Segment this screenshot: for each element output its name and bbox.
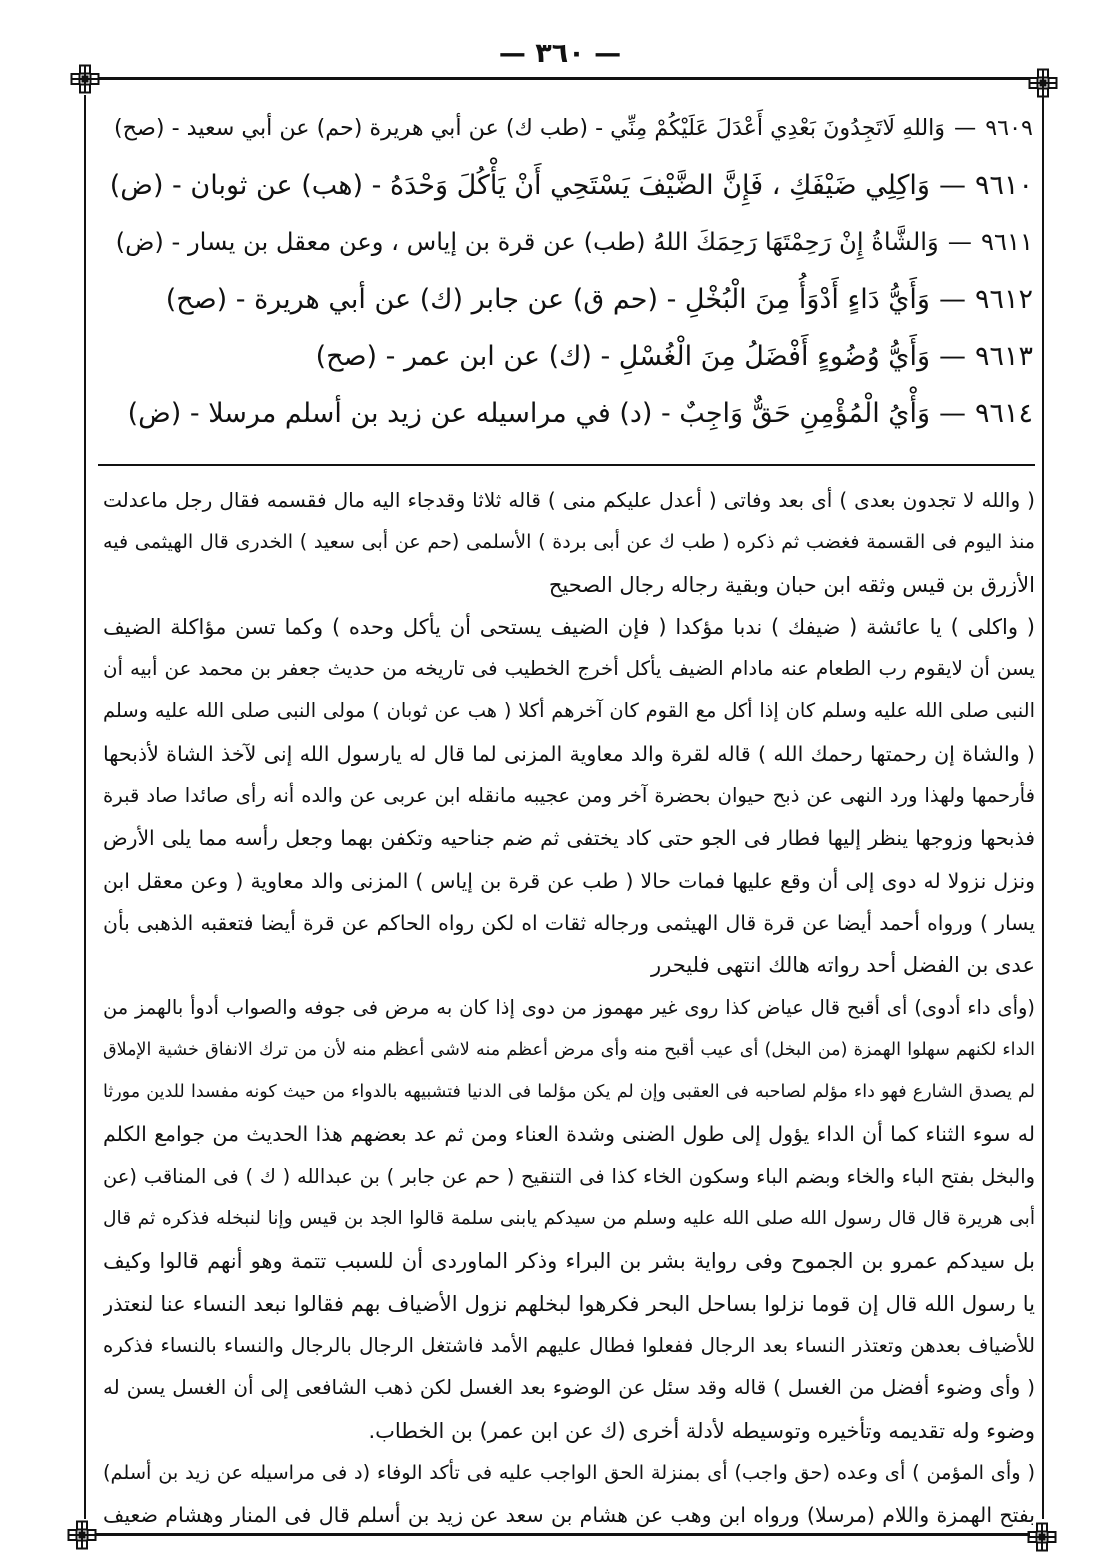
commentary-line: ( والله لا تجدون بعدى ) أى بعد وفاتى ( أعدل عليكم منى ) قاله ثلاثا وقدجاء اليه مال فقسمه فقال رجل ماعدلت bbox=[103, 488, 1035, 512]
hadith-text: وَاكِلِي ضَيْفَكِ ، فَإِنَّ الضَّيْفَ يَسْتَحِي أَنْ يَأْكُلَ وَحْدَهُ - (هب) عن ثوبان - (ض) bbox=[109, 170, 930, 201]
hadith-list bbox=[103, 100, 1033, 442]
commentary-line: بل سيدكم عمرو بن الجموح وفى رواية بشر بن البراء وذكر الماوردى أن للسبب تتمة وهو أنهم قالوا وكيف bbox=[103, 1249, 1035, 1274]
commentary-line: يسن أن لايقوم رب الطعام عنه مادام الضيف يأكل أخرج الخطيب فى تاريخه من حديث جعفر بن محمد عن أبيه أن bbox=[103, 657, 1035, 681]
commentary-line: فذبحها وزوجها ينظر إليها فطار فى الجو حتى كاد يختفى ثم ضم جناحيه وتكفن بهما وجعل رأسه مما يلى الأرض bbox=[103, 826, 1035, 851]
hadith-number: ٩٦١٠ bbox=[974, 170, 1033, 201]
commentary-paragraph bbox=[103, 1452, 1035, 1537]
hadith-number: ٩٦١٢ bbox=[974, 284, 1033, 315]
commentary bbox=[103, 479, 1035, 1536]
commentary-line: لم يصدق الشارع فهو داء مؤلم لصاحبه فى العقبى وإن لم يكن مؤلما فى الدنيا فتشبيهه بالدواء من حيث كونه مفسدا للدين مورثا bbox=[103, 1082, 1035, 1103]
hadith-dash: — bbox=[947, 228, 972, 256]
commentary-line: النبى صلى الله عليه وسلم كان إذا أكل مع القوم كان آخرهم أكلا ( هب عن ثوبان ) مولى النبى صلى الله عليه وسلم bbox=[103, 699, 1035, 723]
commentary-line: منذ اليوم فى القسمة فغضب ثم ذكره ( طب ك عن أبى بردة ) الأسلمى (حم عن أبى سعيد ) الخدرى قال الهيثمى فيه bbox=[103, 530, 1035, 554]
commentary-line: الداء لكنهم سهلوا الهمزة (من البخل) أى عيب أقبح منه وأى مرض أعظم منه لاشى أعظم منه لأن من ترك الانفاق خشية الإملاق bbox=[103, 1039, 1035, 1060]
commentary-paragraph bbox=[103, 1367, 1035, 1452]
commentary-line: وضوء وله تقديمه وتأخيره وتوسيطه لأدلة أخرى (ك عن ابن عمر) بن الخطاب. bbox=[368, 1418, 1035, 1443]
commentary-paragraph bbox=[103, 987, 1035, 1368]
hadith-number: ٩٦٠٩ bbox=[985, 115, 1033, 141]
hadith-dash: — bbox=[954, 115, 977, 141]
hadith-text: وَأْيُ الْمُؤْمِنِ حَقٌّ وَاجِبٌ - (د) في مراسيله عن زيد بن أسلم مرسلا - (ض) bbox=[127, 398, 930, 429]
commentary-line: فأرحمها ولهذا ورد النهى عن ذبح حيوان بحضرة آخر ومن عجيبه مانقله ابن عربى عن والده أنه رأى صائدا صاد قبرة bbox=[103, 784, 1035, 808]
hadith-text: وَاللهِ لَاتَجِدُونَ بَعْدِي أَعْدَلَ عَلَيْكُمْ مِنِّي - (طب ك) عن أبي هريرة (حم) عن أبي سعيد - (صح) bbox=[113, 115, 946, 141]
commentary-line: ونزل نزولا له دوى إلى أن وقع عليها فمات حالا ( طب عن قرة بن إياس ) المزنى والد معاوية ( وعن معقل ابن bbox=[103, 868, 1035, 893]
commentary-line: يا رسول الله قال إن قوما نزلوا بساحل البحر فكرهوا لبخلهم نزول الأضياف بهم فقالوا نبعد النساء عنا لنعتذر bbox=[103, 1291, 1035, 1316]
corner-ornament-icon bbox=[1028, 68, 1058, 98]
commentary-line: للأضياف بعدهن وتعتذر النساء بعد الرجال ففعلوا فطال عليهم الأمد فاشتغل الرجال بالرجال والنساء بالنساء فذكره bbox=[103, 1333, 1035, 1357]
section-divider bbox=[98, 464, 1035, 466]
commentary-line: عدى بن الفضل أحد رواته هالك انتهى فليحرر bbox=[651, 953, 1035, 978]
commentary-line: يسار ) ورواه أحمد أيضا عن قرة قال الهيثمى ورجاله ثقات اه لكن رواه الحاكم عن قرة أيضا فتعقبه الذهبى بأن bbox=[103, 910, 1035, 935]
hadith-line bbox=[103, 100, 1033, 157]
frame-right-rule bbox=[1042, 97, 1044, 1519]
commentary-paragraph bbox=[103, 606, 1035, 733]
commentary-line: ( واكلى ) يا عائشة ( ضيفك ) ندبا مؤكدا ( فإن الضيف يستحى أن يأكل وحده ) وكما تسن مؤاكلة الضيف bbox=[103, 614, 1035, 639]
commentary-paragraph bbox=[103, 479, 1035, 606]
hadith-text: وَالشَّاةُ إِنْ رَحِمْتَهَا رَحِمَكَ اللهُ (طب) عن قرة بن إياس ، وعن معقل بن يسار - (ض) bbox=[115, 228, 939, 256]
commentary-paragraph bbox=[103, 733, 1035, 987]
commentary-line: (وأى داء أدوى) أى أقبح قال عياض كذا روى غير مهموز من دوى إذا كان به مرض فى جوفه والصواب أدوأ بالهمز من bbox=[103, 995, 1035, 1019]
page-number: — ٣٦٠ — bbox=[498, 38, 622, 69]
hadith-number: ٩٦١٣ bbox=[974, 341, 1033, 372]
hadith-dash: — bbox=[938, 284, 966, 315]
hadith-line bbox=[103, 157, 1033, 214]
commentary-line: ( والشاة إن رحمتها رحمك الله ) قاله لقرة والد معاوية المزنى لما قال له يارسول الله إنى لآخذ الشاة لأذبحها bbox=[103, 741, 1035, 766]
hadith-line bbox=[103, 328, 1033, 385]
corner-ornament-icon bbox=[67, 1520, 97, 1550]
corner-ornament-icon bbox=[70, 64, 100, 94]
hadith-dash: — bbox=[938, 398, 966, 429]
hadith-number: ٩٦١٤ bbox=[974, 398, 1033, 429]
hadith-text: وَأَيُّ دَاءٍ أَدْوَأُ مِنَ الْبُخْلِ - (حم ق) عن جابر (ك) عن أبي هريرة - (صح) bbox=[165, 284, 930, 315]
commentary-line: أبى هريرة قال قال رسول الله صلى الله عليه وسلم من سيدكم يابنى سلمة قالوا الجد بن قيس وإنا لنبخله فذكره ثم قال bbox=[103, 1208, 1035, 1230]
hadith-line bbox=[103, 271, 1033, 328]
commentary-line: له سوء الثناء كما أن الداء يؤول إلى طول الضنى وشدة العناء ومن ثم عد بعضهم هذا الحديث من جوامع الكلم bbox=[103, 1122, 1035, 1147]
frame-top-rule bbox=[98, 77, 1030, 80]
hadith-dash: — bbox=[938, 170, 966, 201]
hadith-dash: — bbox=[938, 341, 966, 372]
commentary-line: بفتح الهمزة واللام (مرسلا) ورواه ابن وهب عن هشام بن سعد عن زيد بن أسلم قال فى المنار وهشام ضعيف bbox=[103, 1503, 1035, 1528]
commentary-line: ( وأى وضوء أفضل من الغسل ) قاله وقد سئل عن الوضوء بعد الغسل لكن ذهب الشافعى إلى أن الغسل يسن له bbox=[103, 1376, 1035, 1400]
commentary-line: الأزرق بن قيس وثقه ابن حبان وبقية رجاله رجال الصحيح bbox=[548, 572, 1035, 597]
hadith-line bbox=[103, 385, 1033, 442]
hadith-line bbox=[103, 214, 1033, 271]
commentary-line: والبخل بفتح الباء والخاء وبضم الباء وسكون الخاء كذا فى التنقيح ( حم عن جابر ) بن عبدالله ( ك ) فى المناقب (عن bbox=[103, 1164, 1035, 1188]
hadith-number: ٩٦١١ bbox=[980, 228, 1033, 256]
commentary-line: ( وأى المؤمن ) أى وعده (حق واجب) أى بمنزلة الحق الواجب عليه فى تأكد الوفاء (د فى مراسيله عن زيد بن أسلم) bbox=[103, 1460, 1035, 1484]
hadith-text: وَأَيُّ وُضُوءٍ أَفْضَلُ مِنَ الْغُسْلِ - (ك) عن ابن عمر - (صح) bbox=[315, 341, 930, 372]
frame-left-rule bbox=[84, 95, 86, 1519]
